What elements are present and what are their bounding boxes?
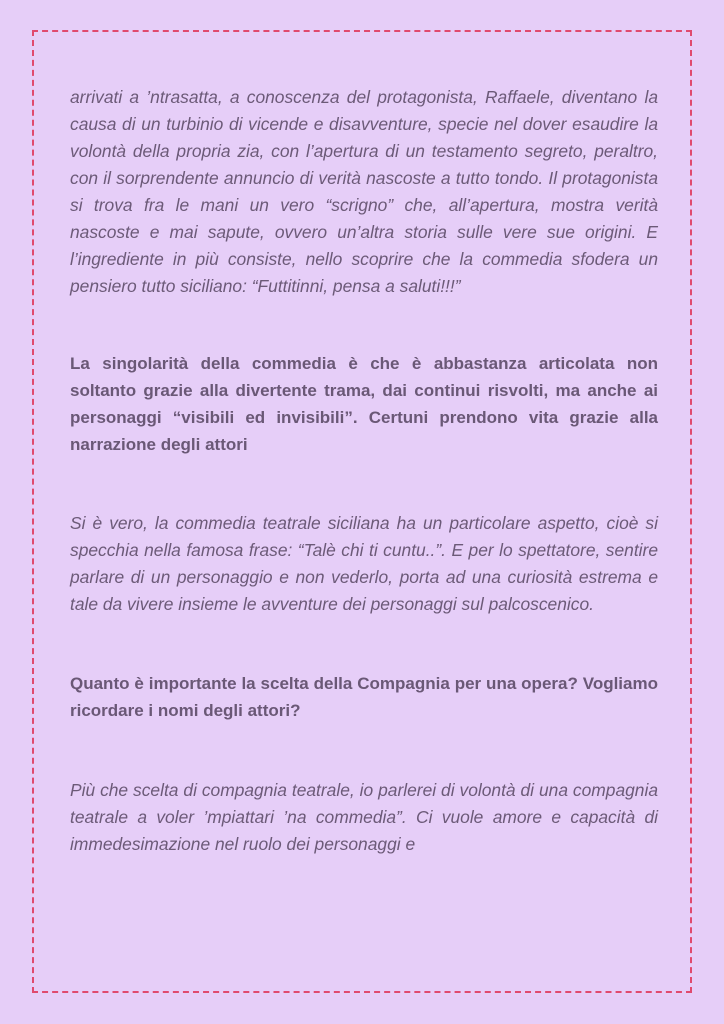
question-paragraph: La singolarità della commedia è che è abbastanza articolata non soltanto grazie alla divertente trama, dai continui risvolti, ma anche ai personaggi “visibili ed invisibili”. Certuni prendono vita grazie alla narrazione degli attori <box>70 354 658 454</box>
article-body <box>70 84 658 858</box>
question-paragraph: Quanto è importante la scelta della Compagnia per una opera? Vogliamo ricordare i nomi degli attori? <box>70 674 658 720</box>
answer-paragraph: arrivati a ’ntrasatta, a conoscenza del protagonista, Raffaele, diventano la causa di un turbinio di vicende e disavventure, specie nel dover esaudire la volontà della propria zia, con l’apertura di un testamento segreto, peraltro, con il sorprendente annuncio di verità nascoste a tutto tondo. Il protagonista si trova fra le mani un vero “scrigno” che, all’apertura, mostra verità nascoste e mai sapute, ovvero un’altra storia sulle vere sue origini. E l’ingrediente in più consiste, nello scoprire che la commedia sfodera un pensiero tutto siciliano: “Futtitinni, pensa a saluti!!!” <box>70 87 658 296</box>
answer-paragraph: Più che scelta di compagnia teatrale, io parlerei di volontà di una compagnia teatrale a voler ’mpiattari ’na commedia”. Ci vuole amore e capacità di immedesimazione nel ruolo dei personaggi e <box>70 780 658 854</box>
answer-paragraph: Si è vero, la commedia teatrale siciliana ha un particolare aspetto, cioè si specchia nella famosa frase: “Talè chi ti cuntu..”. E per lo spettatore, sentire parlare di un personaggio e non vederlo, porta ad una curiosità estrema e tale da vivere insieme le avventure dei personaggi sul palcoscenico. <box>70 513 658 614</box>
